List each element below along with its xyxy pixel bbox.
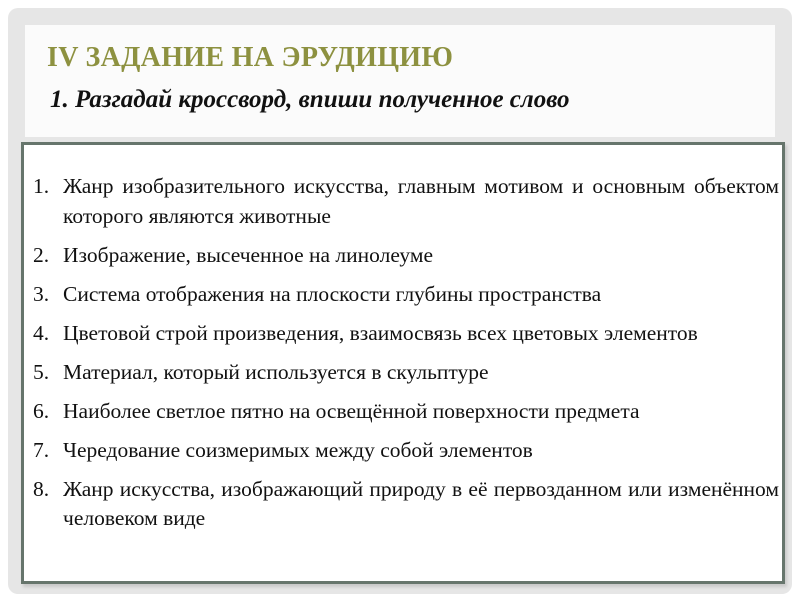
clue-item (33, 172, 779, 231)
clue-number: 3. (33, 281, 50, 306)
clue-item (33, 397, 779, 427)
clue-text: Наиболее светлое пятно на освещённой поверхности предмета (63, 398, 640, 423)
clue-text: Изображение, высеченное на линолеуме (63, 242, 433, 267)
clue-text: Система отображения на плоскости глубины пространства (63, 281, 602, 306)
clue-number: 5. (33, 359, 50, 384)
clue-text: Жанр изобразительного искусства, главным мотивом и основным объектом которого являются животные (63, 174, 779, 228)
clue-item (33, 241, 779, 271)
clue-item (33, 280, 779, 310)
clue-item (33, 436, 779, 466)
clue-item (33, 358, 779, 388)
clues-box (21, 142, 785, 584)
clue-item (33, 319, 779, 349)
clue-text: Чередование соизмеримых между собой элементов (63, 437, 533, 462)
clue-number: 2. (33, 242, 50, 267)
clue-text: Жанр искусства, изображающий природу в её первозданном или изменённом человеком виде (63, 476, 779, 530)
clue-text: Материал, который используется в скульптуре (63, 359, 489, 384)
clue-number: 6. (33, 398, 50, 423)
clue-list (33, 172, 779, 543)
slide-subtitle: 1. Разгадай кроссворд, впиши полученное слово (50, 86, 570, 113)
clue-number: 7. (33, 437, 50, 462)
clue-number: 4. (33, 320, 50, 345)
clue-item (33, 475, 779, 534)
slide-title: IV ЗАДАНИЕ НА ЭРУДИЦИЮ (47, 42, 454, 73)
clue-number: 1. (33, 174, 50, 198)
clue-text: Цветовой строй произведения, взаимосвязь всех цветовых элементов (63, 320, 698, 345)
clue-number: 8. (33, 476, 50, 501)
